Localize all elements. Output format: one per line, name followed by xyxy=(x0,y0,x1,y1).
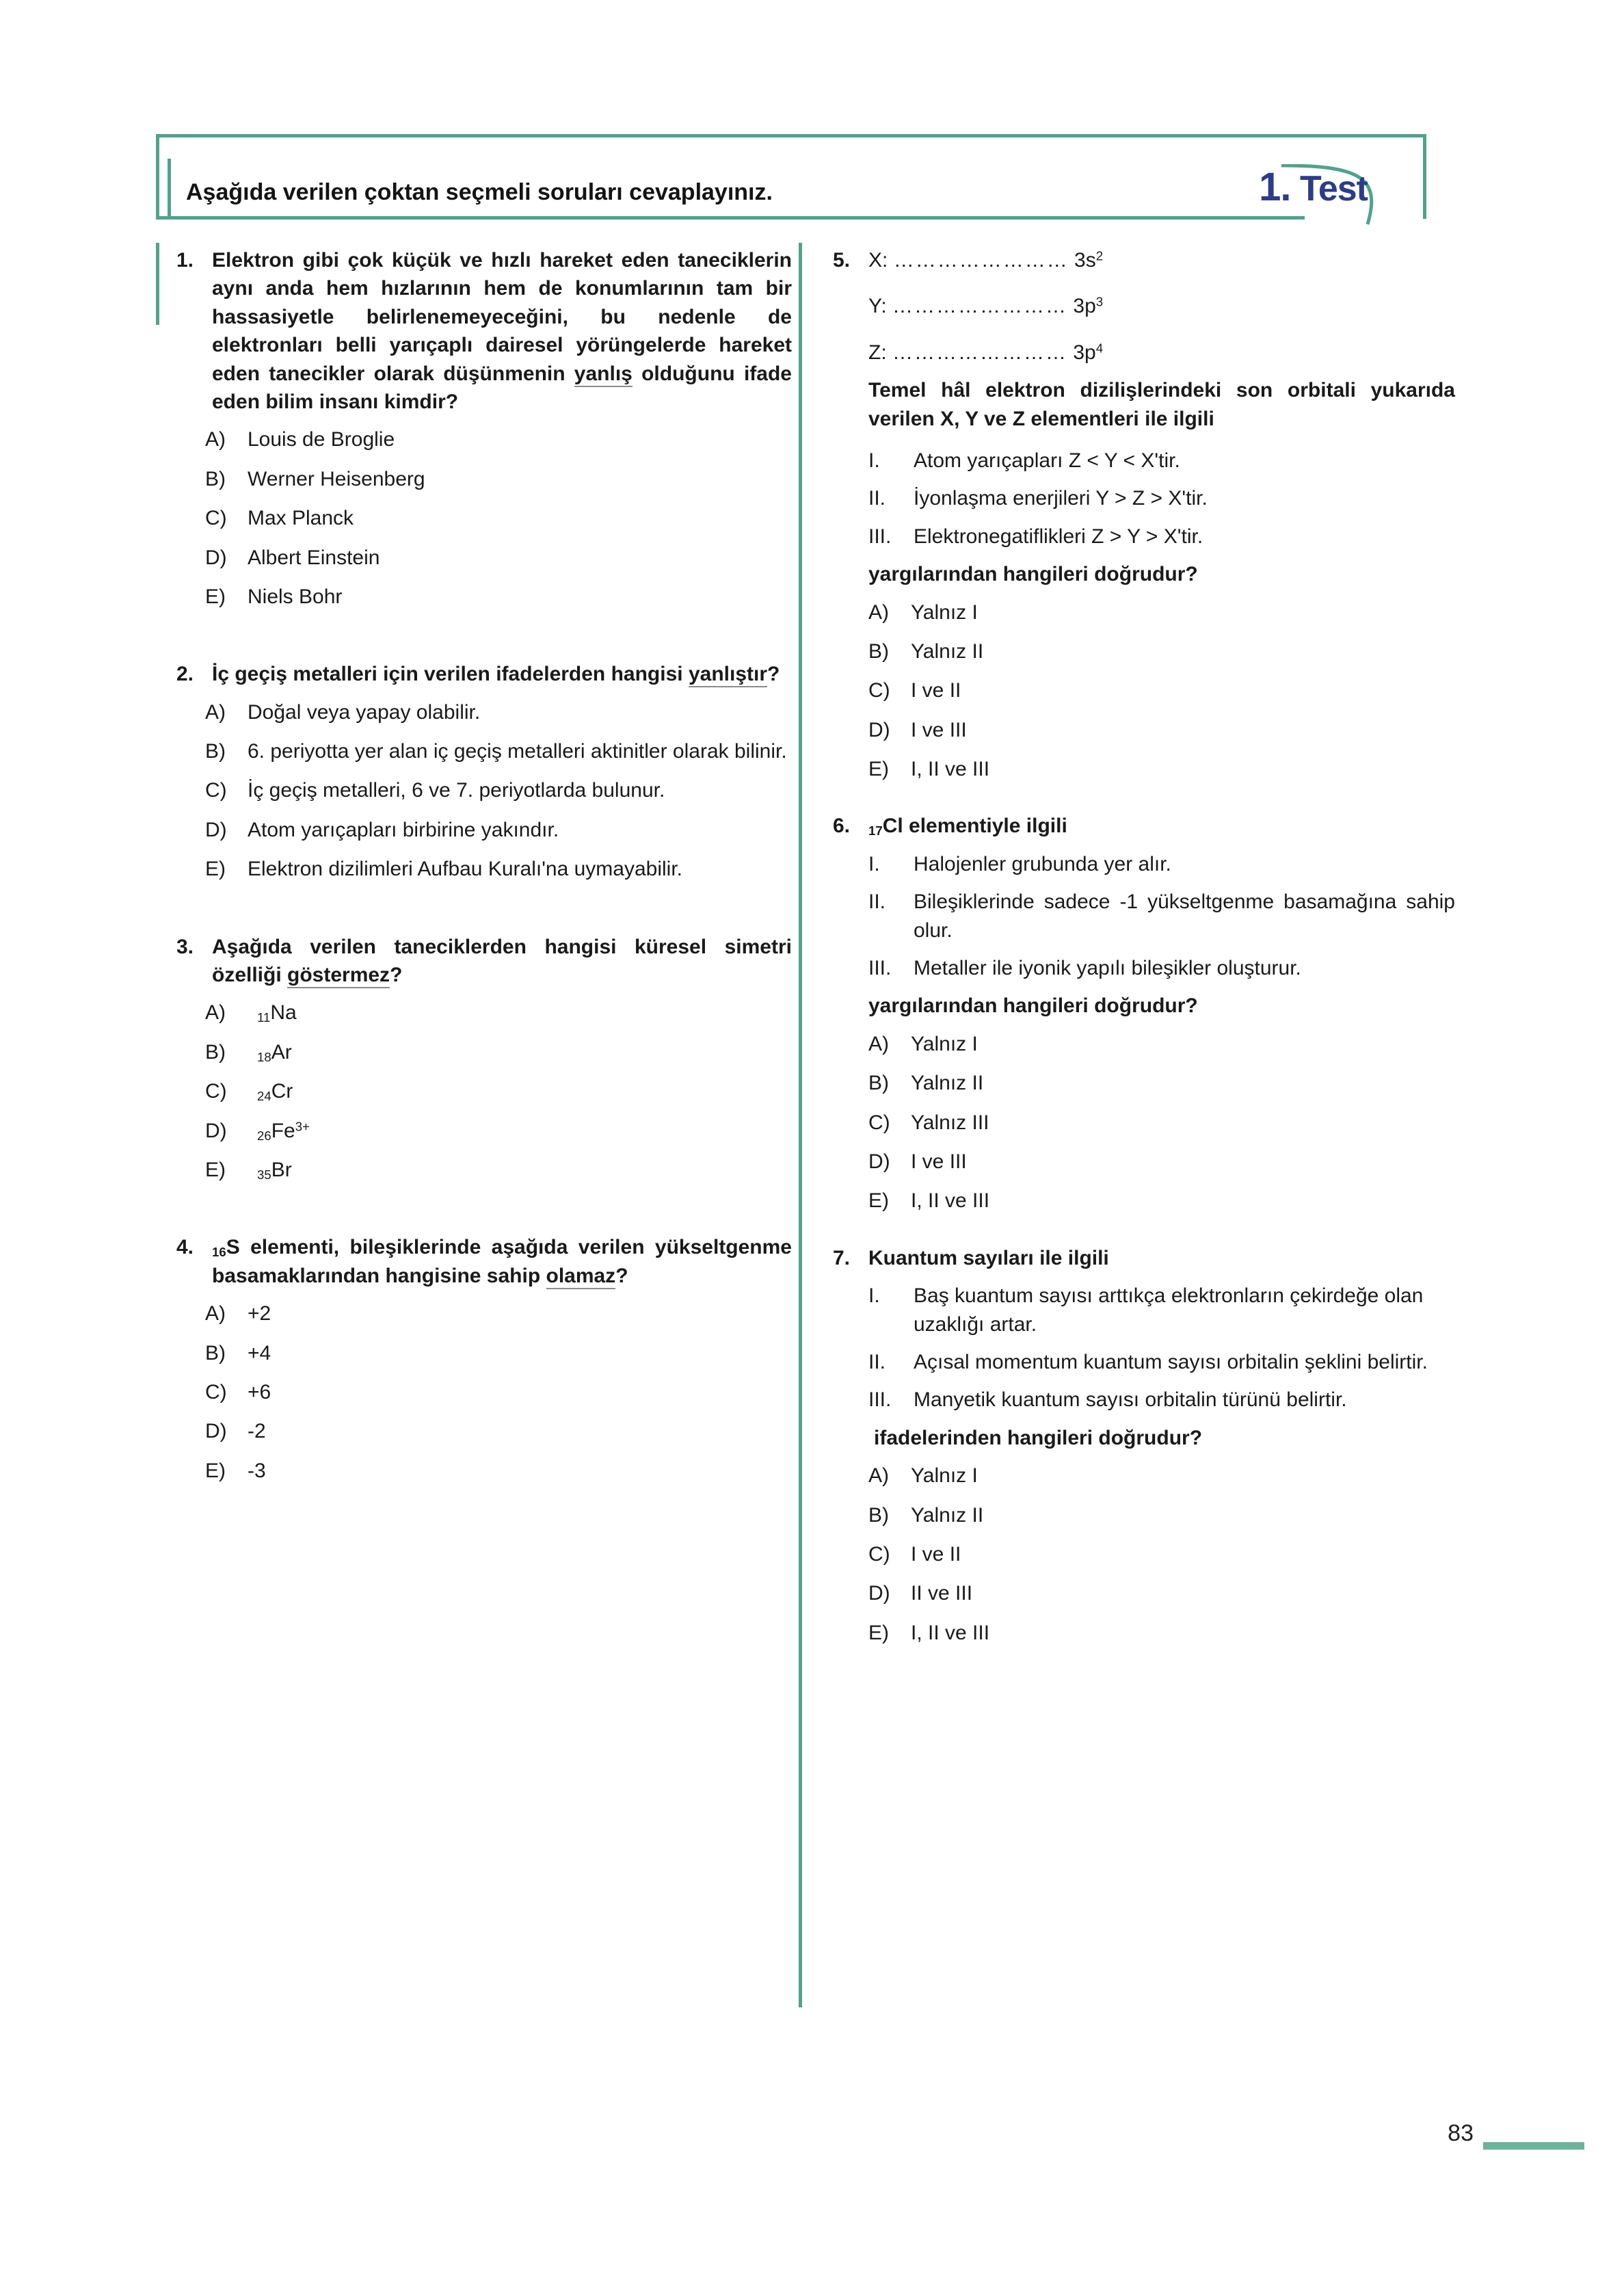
statement-numeral: II. xyxy=(868,487,886,510)
option-row[interactable] xyxy=(205,504,792,532)
option-key: C) xyxy=(205,507,227,530)
option-text: Louis de Broglie xyxy=(248,428,395,451)
statement-row xyxy=(868,1386,1455,1414)
question-6 xyxy=(833,812,1455,1215)
atomic-number: 17 xyxy=(868,823,883,839)
question-4-number: 4. xyxy=(176,1236,194,1259)
option-key: D) xyxy=(205,1420,227,1443)
page-number: 83 xyxy=(1448,2120,1474,2146)
option-key: B) xyxy=(205,740,226,763)
question-3-options xyxy=(176,999,792,1184)
spacer xyxy=(833,1226,1455,1244)
option-text: I ve III xyxy=(911,718,967,741)
option-row[interactable] xyxy=(868,1501,1455,1529)
header-frame xyxy=(156,134,1426,219)
option-key: A) xyxy=(205,700,226,724)
option-row[interactable] xyxy=(205,1378,792,1406)
option-row[interactable] xyxy=(868,1579,1455,1607)
given-row xyxy=(868,292,1455,320)
option-row[interactable] xyxy=(868,1148,1455,1176)
option-text: Atom yarıçapları birbirine yakındır. xyxy=(248,818,559,841)
option-text: II ve III xyxy=(911,1582,973,1605)
option-text: Yalnız I xyxy=(911,601,978,624)
question-2 xyxy=(176,660,792,883)
statement-numeral: II. xyxy=(868,890,886,914)
question-1-stem-underlined: yanlış xyxy=(574,362,633,387)
atomic-number: 18 xyxy=(257,1049,271,1064)
atomic-number: 26 xyxy=(257,1128,271,1143)
atomic-number: 11 xyxy=(257,1010,271,1025)
question-5-ask: yargılarından hangileri doğrudur? xyxy=(868,563,1198,586)
option-text xyxy=(257,1077,792,1105)
statement-numeral: III. xyxy=(868,1388,892,1412)
question-7-statements xyxy=(833,1282,1455,1452)
question-7-ask: ifadelerinden hangileri doğrudur? xyxy=(874,1426,1203,1449)
header-underline xyxy=(156,216,1305,220)
option-row[interactable] xyxy=(868,1187,1455,1215)
left-column xyxy=(176,246,792,1496)
option-row[interactable] xyxy=(868,1030,1455,1058)
option-key: E) xyxy=(868,1189,889,1213)
element-symbol: Ar xyxy=(271,1040,292,1064)
option-row[interactable] xyxy=(868,1540,1455,1568)
option-key: A) xyxy=(205,428,226,451)
option-key: D) xyxy=(868,1582,890,1605)
option-key: D) xyxy=(205,1119,227,1142)
question-4-stem xyxy=(212,1233,792,1290)
option-key: C) xyxy=(205,779,227,802)
question-1-stem-b: olduğunu ifade eden bilim insanı kimdir? xyxy=(212,362,792,413)
option-text xyxy=(257,1117,792,1145)
option-row[interactable] xyxy=(868,637,1455,665)
statement-row xyxy=(868,850,1455,878)
test-label xyxy=(1259,164,1368,210)
spacer xyxy=(833,794,1455,812)
question-6-number: 6. xyxy=(833,815,851,838)
option-row[interactable] xyxy=(868,716,1455,744)
option-row[interactable] xyxy=(205,816,792,844)
option-text: Elektron dizilimleri Aufbau Kuralı'na uymayabilir. xyxy=(248,858,683,881)
option-row[interactable] xyxy=(205,1417,792,1445)
given-config: 3s xyxy=(1074,249,1096,272)
statement-text: Metaller ile iyonik yapılı bileşikler oluşturur. xyxy=(914,957,1301,980)
test-number: 1. xyxy=(1259,165,1291,209)
option-key: A) xyxy=(205,1302,226,1325)
option-key: C) xyxy=(868,679,890,702)
option-row[interactable] xyxy=(205,1299,792,1328)
option-key: B) xyxy=(868,1503,889,1527)
question-3-number: 3. xyxy=(176,935,194,958)
right-column xyxy=(833,246,1455,1658)
given-dots: …………………… xyxy=(893,249,1069,272)
statement-numeral: II. xyxy=(868,1350,886,1373)
question-7 xyxy=(833,1244,1455,1647)
option-key: C) xyxy=(868,1542,890,1566)
question-3-stem-b: ? xyxy=(390,964,403,987)
option-row[interactable] xyxy=(205,544,792,572)
statement-numeral: III. xyxy=(868,957,892,980)
option-text: I, II ve III xyxy=(911,1621,990,1644)
question-7-number: 7. xyxy=(833,1246,851,1269)
atomic-number: 24 xyxy=(257,1089,271,1104)
option-row[interactable] xyxy=(205,855,792,883)
footer-decoration-bar xyxy=(1483,2142,1584,2150)
question-7-options xyxy=(833,1462,1455,1647)
option-text: -2 xyxy=(248,1420,266,1443)
question-2-stem-a: İç geçiş metalleri için verilen ifadelerden hangisi xyxy=(212,663,689,686)
option-key: D) xyxy=(205,818,227,841)
test-word: Test xyxy=(1299,169,1368,209)
column-divider xyxy=(799,243,802,2007)
statement-row xyxy=(868,888,1455,945)
option-text: +4 xyxy=(248,1341,271,1364)
option-row[interactable] xyxy=(868,598,1455,626)
option-text: -3 xyxy=(248,1459,266,1482)
option-text: 6. periyotta yer alan iç geçiş metalleri aktinitler olarak bilinir. xyxy=(248,740,787,763)
question-2-stem-b: ? xyxy=(767,663,780,686)
option-text xyxy=(257,1156,792,1184)
question-2-stem xyxy=(212,660,792,688)
option-text: Yalnız II xyxy=(911,1072,984,1095)
element-symbol: Cr xyxy=(271,1080,293,1103)
option-row[interactable] xyxy=(868,755,1455,783)
option-row[interactable] xyxy=(205,776,792,804)
spacer xyxy=(176,622,792,660)
option-row[interactable] xyxy=(868,1109,1455,1137)
option-text: +2 xyxy=(248,1302,271,1325)
option-row[interactable] xyxy=(205,737,792,765)
left-column-rule xyxy=(156,243,159,325)
question-4 xyxy=(176,1233,792,1485)
question-2-number: 2. xyxy=(176,663,194,686)
question-3-stem-underlined: göstermez xyxy=(287,964,390,988)
question-6-ask: yargılarından hangileri doğrudur? xyxy=(868,994,1198,1018)
element-symbol: Fe xyxy=(271,1119,295,1142)
question-1-number: 1. xyxy=(176,249,194,272)
given-dots: …………………… xyxy=(892,295,1068,318)
question-4-stem-a: S elementi, bileşiklerinde aşağıda verilen yükseltgenme basamaklarından hangisine sahip xyxy=(212,1236,792,1287)
question-2-stem-underlined: yanlıştır xyxy=(689,663,767,687)
question-4-stem-b: ? xyxy=(615,1264,628,1287)
option-text: I ve II xyxy=(911,1542,961,1566)
statement-numeral: III. xyxy=(868,525,892,548)
option-row[interactable] xyxy=(205,1457,792,1485)
option-row[interactable] xyxy=(205,999,792,1027)
option-text xyxy=(257,999,792,1027)
atomic-number: 16 xyxy=(212,1245,226,1260)
option-key: E) xyxy=(205,858,226,881)
option-key: C) xyxy=(868,1111,890,1134)
option-row[interactable] xyxy=(205,1077,792,1105)
option-text: Max Planck xyxy=(248,507,354,530)
given-config: 3p xyxy=(1073,295,1096,318)
given-label: Y: xyxy=(868,295,887,318)
question-3-stem-a: Aşağıda verilen taneciklerden hangisi küresel simetri özelliği xyxy=(212,935,792,987)
option-row[interactable] xyxy=(205,465,792,493)
question-5-lead: Temel hâl elektron dizilişlerindeki son orbitali yukarıda verilen X, Y ve Z elementleri ile ilgili xyxy=(868,379,1455,430)
question-4-options xyxy=(176,1299,792,1485)
given-row xyxy=(868,246,1455,274)
question-6-statements xyxy=(833,850,1455,1020)
header-left-rule xyxy=(168,159,171,217)
option-text: +6 xyxy=(248,1380,271,1403)
given-row xyxy=(868,339,1455,367)
option-text: Yalnız III xyxy=(911,1111,989,1134)
option-row[interactable] xyxy=(205,583,792,611)
given-dots: …………………… xyxy=(892,341,1068,364)
statement-text: Atom yarıçapları Z < Y < X'tir. xyxy=(914,449,1180,472)
option-row[interactable] xyxy=(205,425,792,453)
statement-row xyxy=(868,447,1455,475)
option-key: A) xyxy=(868,1032,889,1055)
spacer xyxy=(176,895,792,933)
option-key: A) xyxy=(205,1001,226,1025)
question-1 xyxy=(176,246,792,611)
option-key: B) xyxy=(205,467,226,490)
given-exponent: 2 xyxy=(1095,248,1104,263)
statement-text: Bileşiklerinde sadece -1 yükseltgenme basamağına sahip olur. xyxy=(914,890,1455,942)
question-5 xyxy=(833,246,1455,783)
question-6-stem xyxy=(868,812,1455,840)
given-exponent: 3 xyxy=(1095,295,1104,310)
atomic-number: 35 xyxy=(257,1167,271,1183)
spacer xyxy=(176,1195,792,1233)
option-text: Yalnız I xyxy=(911,1464,978,1488)
option-key: E) xyxy=(205,585,226,608)
option-text: İç geçiş metalleri, 6 ve 7. periyotlarda bulunur. xyxy=(248,779,665,802)
option-text: I, II ve III xyxy=(911,1189,990,1213)
question-1-stem xyxy=(212,246,792,416)
statement-numeral: I. xyxy=(868,1284,880,1308)
question-6-options xyxy=(833,1030,1455,1215)
statement-text: Açısal momentum kuantum sayısı orbitalin şeklini belirtir. xyxy=(914,1350,1428,1373)
given-config: 3p xyxy=(1073,341,1096,364)
option-key: C) xyxy=(205,1080,227,1103)
option-row[interactable] xyxy=(205,698,792,726)
question-5-given-list xyxy=(868,246,1455,437)
statement-row xyxy=(868,484,1455,512)
option-key: E) xyxy=(205,1459,226,1482)
option-key: B) xyxy=(205,1341,226,1364)
option-text: Yalnız II xyxy=(911,1503,984,1527)
question-2-options xyxy=(176,698,792,884)
option-key: E) xyxy=(205,1158,226,1181)
option-row[interactable] xyxy=(205,1156,792,1184)
option-row[interactable] xyxy=(205,1038,792,1066)
option-row[interactable] xyxy=(205,1117,792,1145)
option-text: Doğal veya yapay olabilir. xyxy=(248,700,481,724)
option-text: Werner Heisenberg xyxy=(248,467,425,490)
statement-numeral: I. xyxy=(868,852,880,875)
option-key: A) xyxy=(868,601,889,624)
statement-numeral: I. xyxy=(868,449,880,472)
statement-text: Elektronegatiflikleri Z > Y > X'tir. xyxy=(914,525,1203,548)
statement-row xyxy=(868,523,1455,551)
option-key: C) xyxy=(205,1380,227,1403)
question-1-stem-a: Elektron gibi çok küçük ve hızlı hareket eden taneciklerin aynı anda hem hızlarının hem de konumlarının tam bir hassasiyetle belirlenemeyeceğini, bu nedenle de elektronları belli yarıçaplı dairesel yörüngelerde hareket eden tanecikler olarak düşünmenin xyxy=(212,249,792,385)
option-key: D) xyxy=(205,546,227,569)
instruction-text: Aşağıda verilen çoktan seçmeli soruları cevaplayınız. xyxy=(186,179,773,205)
statement-text: Baş kuantum sayısı arttıkça elektronların çekirdeğe olan uzaklığı artar. xyxy=(914,1284,1424,1336)
question-5-number: 5. xyxy=(833,249,851,272)
option-text: Albert Einstein xyxy=(248,546,380,569)
statement-text: İyonlaşma enerjileri Y > Z > X'tir. xyxy=(914,487,1208,510)
question-4-stem-underlined: olamaz xyxy=(546,1265,616,1289)
element-symbol: Br xyxy=(271,1158,292,1181)
statement-row xyxy=(868,954,1455,982)
option-key: D) xyxy=(868,718,890,741)
option-text: Yalnız II xyxy=(911,639,984,663)
option-key: B) xyxy=(868,639,889,663)
option-text: I ve III xyxy=(911,1150,967,1173)
question-7-stem: Kuantum sayıları ile ilgili xyxy=(868,1246,1109,1269)
option-key: D) xyxy=(868,1150,890,1173)
element-symbol: Na xyxy=(270,1001,297,1025)
option-key: E) xyxy=(868,758,889,781)
option-row[interactable] xyxy=(868,1619,1455,1647)
question-3-stem xyxy=(212,933,792,990)
statement-text: Halojenler grubunda yer alır. xyxy=(914,852,1171,875)
option-text: Niels Bohr xyxy=(248,585,343,608)
question-5-options xyxy=(833,598,1455,784)
question-1-options xyxy=(176,425,792,611)
option-key: E) xyxy=(868,1621,889,1644)
option-key: A) xyxy=(868,1464,889,1488)
option-text: Yalnız I xyxy=(911,1032,978,1055)
option-key: B) xyxy=(868,1072,889,1095)
given-exponent: 4 xyxy=(1095,341,1104,356)
given-label: X: xyxy=(868,249,888,272)
statement-row xyxy=(868,1348,1455,1376)
given-label: Z: xyxy=(868,341,887,364)
option-text xyxy=(257,1038,792,1066)
option-key: B) xyxy=(205,1040,226,1064)
option-row[interactable] xyxy=(868,1069,1455,1097)
option-row[interactable] xyxy=(205,1339,792,1367)
option-row[interactable] xyxy=(868,1462,1455,1490)
question-5-statements xyxy=(833,447,1455,589)
question-3 xyxy=(176,933,792,1185)
question-6-stem-text: Cl elementiyle ilgili xyxy=(882,815,1067,838)
option-text: I ve II xyxy=(911,679,961,702)
ionic-charge: 3+ xyxy=(295,1119,310,1134)
statement-text: Manyetik kuantum sayısı orbitalin türünü belirtir. xyxy=(914,1388,1347,1412)
option-text: I, II ve III xyxy=(911,758,990,781)
statement-row xyxy=(868,1282,1455,1338)
option-row[interactable] xyxy=(868,676,1455,704)
